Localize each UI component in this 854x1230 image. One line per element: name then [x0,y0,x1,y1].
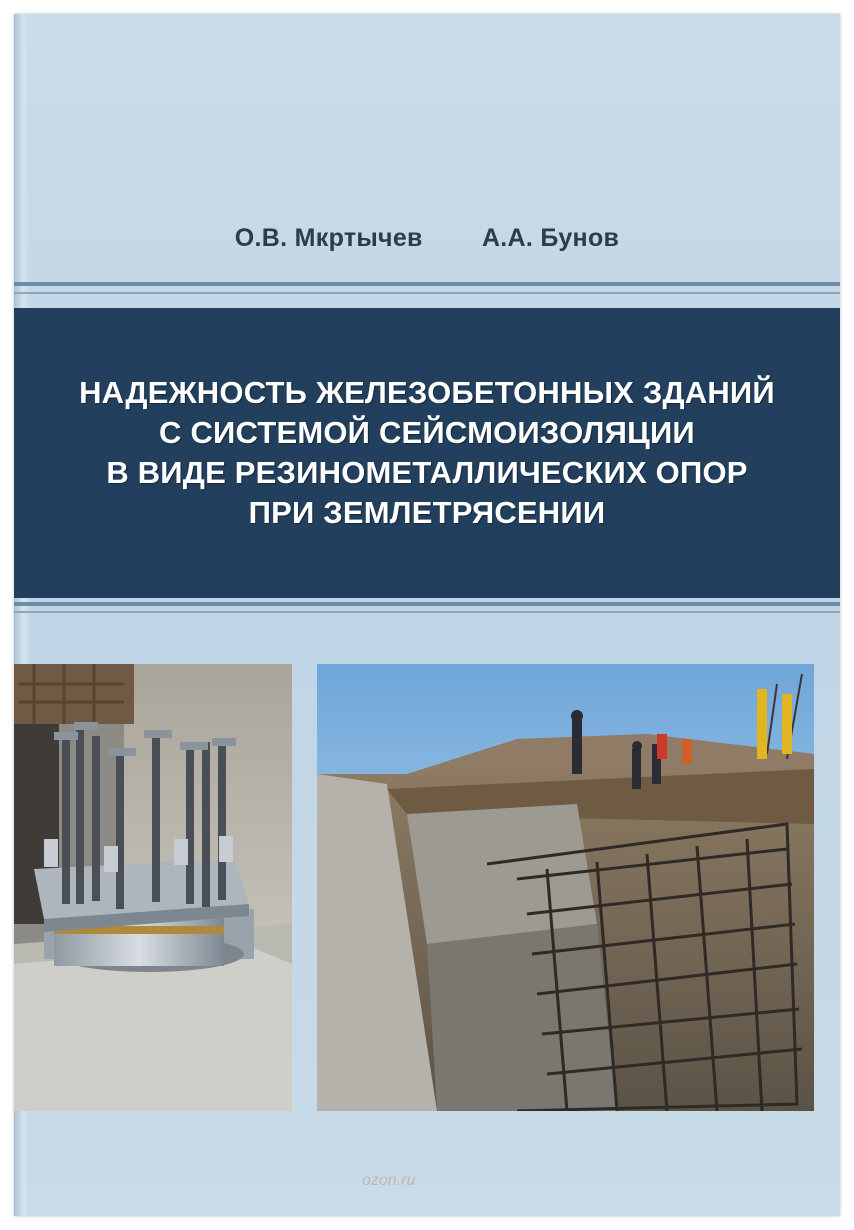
author-1: О.В. Мкртычев [234,224,423,252]
watermark: ozon.ru [362,1172,416,1189]
bearing-photo [14,664,292,1111]
title-line-4: ПРИ ЗЕМЛЕТРЯСЕНИИ [248,495,606,530]
authors-line [14,224,840,253]
bottom-rule-thin [14,611,840,613]
author-2: А.А. Бунов [481,224,620,252]
top-rule-thin [14,292,840,294]
book-cover [14,14,840,1216]
title-line-1: НАДЕЖНОСТЬ ЖЕЛЕЗОБЕТОННЫХ ЗДАНИЙ [79,375,775,410]
title-line-2: С СИСТЕМОЙ СЕЙСМОИЗОЛЯЦИИ [159,415,695,450]
book-title [79,373,775,533]
construction-site-photo [317,664,814,1111]
title-line-3: В ВИДЕ РЕЗИНОМЕТАЛЛИЧЕСКИХ ОПОР [106,455,748,490]
title-band [14,308,840,598]
bottom-rule [14,602,840,606]
top-rule [14,282,840,286]
